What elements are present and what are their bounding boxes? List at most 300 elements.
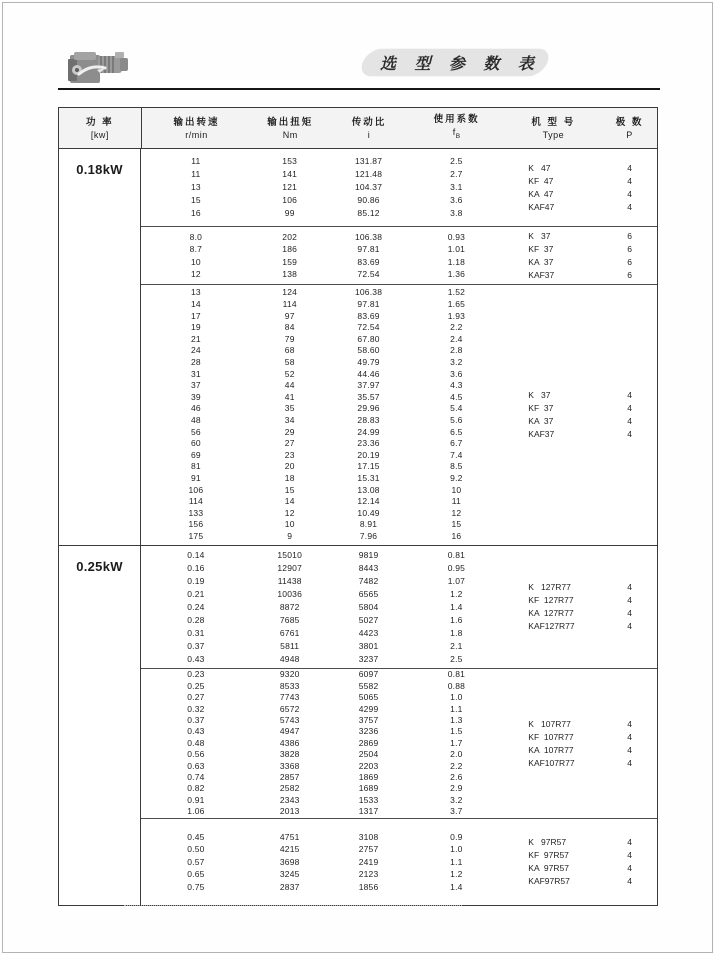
speed-column (141, 819, 251, 905)
fb-value: 16 (451, 530, 462, 541)
power-section (59, 149, 657, 545)
speed-value: 24 (190, 345, 201, 356)
speed-value: 11 (191, 156, 201, 166)
poles-value: 4 (627, 608, 632, 618)
speed-value: 0.74 (187, 772, 205, 783)
poles-value: 4 (627, 718, 632, 729)
model-type: KF 37 (528, 243, 554, 254)
power-label: 0.25kW (59, 546, 141, 905)
ratio-value: 4423 (358, 627, 379, 638)
fb-column (408, 285, 504, 545)
ratio-value: 9819 (358, 549, 379, 560)
ratio-group (141, 226, 657, 284)
ratio-value: 1869 (358, 772, 379, 783)
fb-value: 3.8 (450, 208, 463, 218)
speed-value: 11 (191, 169, 201, 179)
torque-column (251, 227, 329, 284)
speed-value: 12 (190, 269, 201, 279)
fb-value: 2.5 (450, 653, 463, 664)
ratio-value: 20.19 (357, 449, 380, 460)
speed-value: 0.31 (187, 627, 205, 638)
fb-value: 3.6 (450, 368, 463, 379)
fb-value: 5.4 (450, 403, 463, 414)
torque-value: 29 (284, 426, 295, 437)
speed-value: 175 (188, 530, 204, 541)
selection-table (58, 107, 658, 906)
poles-column (602, 285, 657, 545)
ratio-value: 2419 (358, 856, 379, 867)
header-service-factor (409, 108, 505, 148)
fb-value: 0.9 (450, 831, 463, 842)
torque-column (251, 149, 329, 226)
fb-value: 2.2 (450, 322, 463, 333)
fb-value: 10 (451, 484, 462, 495)
page-title: 选 型 参 数 表 (380, 56, 541, 73)
poles-value: 6 (627, 269, 632, 280)
ratio-value: 29.96 (357, 403, 380, 414)
fb-value: 1.93 (447, 310, 466, 321)
fb-value: 6.7 (450, 438, 463, 449)
fb-value: 1.36 (447, 269, 466, 279)
speed-value: 0.37 (187, 714, 205, 725)
ratio-group (141, 149, 657, 226)
model-type: K 97R57 (528, 837, 567, 847)
torque-value: 4386 (279, 737, 300, 748)
fb-column (408, 546, 504, 668)
torque-value: 2582 (279, 783, 300, 794)
ratio-value: 83.69 (357, 310, 380, 321)
fb-value: 2.2 (450, 760, 463, 771)
fb-column (408, 819, 504, 905)
speed-value: 0.19 (187, 575, 205, 586)
header-type-unit: Type (542, 129, 565, 140)
ratio-groups (141, 546, 657, 905)
ratio-column (329, 669, 409, 818)
torque-value: 44 (284, 380, 295, 391)
poles-value: 4 (627, 188, 632, 199)
fb-value: 0.95 (447, 562, 466, 573)
torque-value: 2013 (279, 806, 300, 817)
fb-value: 1.8 (450, 627, 463, 638)
torque-value: 3698 (279, 856, 300, 867)
model-type: KA 47 (528, 188, 554, 199)
fb-value: 2.8 (450, 345, 463, 356)
ratio-value: 3757 (358, 714, 379, 725)
torque-value: 5811 (280, 640, 300, 651)
poles-value: 6 (627, 256, 632, 267)
model-type: KF 97R57 (528, 850, 569, 860)
torque-value: 8533 (279, 680, 300, 691)
speed-value: 0.82 (187, 783, 205, 794)
torque-value: 18 (284, 472, 295, 483)
ratio-value: 17.15 (357, 461, 380, 472)
speed-value: 10 (190, 256, 201, 267)
fb-value: 1.2 (450, 869, 463, 880)
ratio-value: 131.87 (354, 156, 383, 166)
speed-value: 0.14 (187, 549, 205, 560)
poles-value: 4 (627, 595, 632, 605)
torque-value: 6572 (279, 703, 300, 714)
torque-value: 52 (284, 368, 295, 379)
speed-value: 91 (190, 472, 201, 483)
poles-value: 4 (627, 731, 632, 742)
torque-value: 68 (284, 345, 295, 356)
ratio-value: 28.83 (357, 415, 380, 425)
ratio-value: 121.48 (354, 169, 383, 179)
torque-value: 114 (282, 299, 297, 310)
ratio-value: 1689 (358, 783, 379, 794)
torque-column (251, 669, 329, 818)
fb-value: 4.3 (450, 380, 463, 391)
torque-value: 153 (282, 156, 298, 166)
torque-value: 10 (284, 519, 295, 530)
ratio-column (329, 149, 409, 226)
header-torque-zh: 输出扭矩 (267, 116, 314, 128)
ratio-value: 35.57 (357, 391, 380, 402)
speed-value: 0.45 (187, 831, 205, 842)
poles-value: 4 (627, 403, 632, 413)
ratio-value: 3108 (358, 831, 379, 842)
torque-value: 9 (287, 530, 293, 541)
ratio-value: 90.86 (357, 195, 380, 205)
model-type: K 47 (528, 162, 551, 173)
torque-value: 106 (282, 195, 298, 205)
header-poles-zh: 极 数 (615, 116, 644, 128)
speed-value: 14 (190, 299, 201, 310)
ratio-value: 97.81 (357, 244, 380, 254)
speed-value: 28 (190, 357, 201, 368)
speed-value: 0.48 (187, 737, 205, 748)
header-type-zh: 机 型 号 (531, 116, 576, 128)
ratio-value: 15.31 (357, 472, 380, 483)
speed-value: 0.63 (187, 760, 205, 771)
ratio-value: 10.49 (357, 507, 380, 518)
torque-value: 5743 (279, 714, 300, 725)
speed-value: 0.32 (187, 703, 205, 714)
ratio-column (329, 227, 409, 284)
header-fb-zh: 使用系数 (433, 114, 480, 126)
ratio-value: 97.81 (357, 299, 380, 310)
header-ratio-unit: i (367, 129, 371, 140)
ratio-value: 6565 (358, 588, 379, 599)
ratio-value: 67.80 (357, 333, 380, 344)
poles-value: 4 (627, 390, 632, 400)
torque-value: 138 (282, 269, 298, 279)
fb-value: 8.5 (450, 461, 463, 472)
poles-value: 4 (627, 876, 632, 886)
model-type: K 37 (528, 230, 551, 241)
ratio-value: 5065 (358, 692, 379, 703)
torque-value: 2343 (279, 794, 300, 805)
fb-value: 0.93 (447, 231, 466, 242)
model-type: KAF107R77 (528, 757, 575, 768)
torque-value: 12 (284, 507, 295, 518)
model-type: KA 127R77 (528, 608, 574, 618)
torque-value: 27 (284, 438, 295, 449)
ratio-value: 1317 (358, 806, 379, 817)
speed-value: 0.65 (187, 869, 205, 880)
torque-value: 11438 (277, 575, 302, 586)
speed-value: 17 (190, 310, 201, 321)
speed-value: 48 (190, 415, 201, 425)
torque-value: 3245 (279, 869, 300, 880)
fb-value: 15 (451, 519, 462, 530)
ratio-column (329, 819, 409, 905)
fb-value: 0.88 (447, 680, 466, 691)
poles-column (602, 819, 657, 905)
header-poles (602, 108, 657, 148)
speed-column (141, 546, 251, 668)
ratio-value: 72.54 (357, 322, 380, 333)
torque-value: 35 (284, 403, 295, 414)
fb-value: 11 (451, 496, 461, 507)
fb-value: 3.1 (450, 182, 463, 192)
speed-value: 0.24 (187, 601, 205, 612)
torque-column (251, 819, 329, 905)
torque-value: 4948 (279, 653, 300, 664)
speed-column (141, 149, 251, 226)
fb-value: 1.52 (447, 287, 466, 298)
torque-value: 8872 (279, 601, 300, 612)
poles-value: 4 (627, 582, 632, 592)
torque-column (251, 546, 329, 668)
speed-column (141, 227, 251, 284)
ratio-value: 7482 (358, 575, 379, 586)
speed-value: 46 (190, 403, 201, 414)
fb-value: 6.5 (450, 426, 463, 437)
gearmotor-illustration (67, 46, 133, 88)
fb-value: 7.4 (450, 449, 463, 460)
poles-value: 4 (627, 863, 632, 873)
ratio-group (141, 818, 657, 905)
power-section (59, 545, 657, 905)
torque-value: 202 (282, 231, 298, 242)
speed-value: 31 (190, 368, 201, 379)
ratio-column (329, 285, 409, 545)
table-header-row (59, 108, 657, 149)
fb-value: 2.0 (450, 749, 463, 760)
scan-artifact-line (124, 905, 462, 906)
ratio-value: 13.08 (357, 484, 380, 495)
fb-column (408, 227, 504, 284)
header-rule (58, 88, 660, 90)
fb-value: 3.2 (450, 357, 463, 368)
speed-value: 1.06 (187, 806, 205, 817)
model-type: KA 107R77 (528, 744, 574, 755)
speed-value: 0.56 (187, 749, 205, 760)
model-type: KAF97R57 (528, 876, 570, 886)
gearmotor-photo (67, 46, 133, 88)
ratio-value: 72.54 (357, 269, 380, 279)
ratio-value: 85.12 (357, 208, 380, 218)
torque-value: 58 (284, 357, 295, 368)
header-fb-unit: $f_B$ (452, 127, 461, 140)
ratio-value: 3236 (358, 726, 379, 737)
poles-value: 6 (627, 230, 632, 241)
speed-value: 0.25 (187, 680, 205, 691)
torque-value: 9320 (279, 669, 300, 680)
speed-value: 0.43 (187, 726, 205, 737)
speed-value: 13 (190, 287, 201, 298)
fb-value: 2.9 (450, 783, 463, 794)
ratio-value: 44.46 (357, 368, 380, 379)
torque-value: 124 (282, 287, 298, 298)
header-ratio-zh: 传动比 (351, 116, 387, 128)
poles-value: 6 (627, 243, 632, 254)
torque-value: 141 (282, 169, 298, 179)
ratio-value: 104.37 (354, 182, 383, 192)
poles-column (602, 669, 657, 818)
fb-value: 2.1 (450, 640, 463, 651)
fb-value: 12 (451, 507, 462, 518)
torque-value: 34 (284, 415, 295, 425)
model-type: KF 37 (528, 403, 554, 413)
ratio-value: 12.14 (357, 496, 380, 507)
speed-value: 37 (190, 380, 201, 391)
model-type: KA 97R57 (528, 863, 569, 873)
fb-value: 1.18 (447, 256, 466, 267)
header-speed-unit: r/min (185, 129, 208, 140)
power-label: 0.18kW (59, 149, 141, 545)
header-torque (251, 108, 329, 148)
type-column (504, 285, 602, 545)
torque-value: 79 (284, 333, 295, 344)
torque-value: 2857 (279, 772, 300, 783)
speed-value: 0.23 (187, 669, 205, 680)
torque-value: 3368 (279, 760, 300, 771)
ratio-value: 5582 (358, 680, 379, 691)
poles-column (602, 546, 657, 668)
ratio-value: 24.99 (357, 426, 380, 437)
torque-column (251, 285, 329, 545)
fb-value: 9.2 (450, 472, 463, 483)
speed-value: 0.91 (187, 794, 205, 805)
fb-value: 0.81 (447, 549, 466, 560)
speed-value: 60 (190, 438, 201, 449)
ratio-value: 2203 (358, 760, 379, 771)
model-type: KAF127R77 (528, 621, 575, 631)
model-type: KAF37 (528, 269, 555, 280)
header-poles-unit: P (626, 129, 633, 140)
fb-value: 3.6 (450, 195, 463, 205)
torque-value: 3828 (279, 749, 300, 760)
poles-value: 4 (627, 744, 632, 755)
header-power-unit: [kw] (90, 129, 109, 140)
speed-value: 156 (188, 519, 204, 530)
poles-value: 4 (627, 416, 632, 426)
torque-value: 121 (282, 182, 298, 192)
ratio-value: 4299 (358, 703, 379, 714)
fb-value: 1.0 (450, 844, 463, 855)
speed-value: 21 (190, 333, 201, 344)
speed-value: 8.7 (189, 244, 203, 254)
speed-value: 8.0 (189, 231, 203, 242)
speed-value: 0.27 (187, 692, 205, 703)
torque-value: 6761 (279, 627, 300, 638)
torque-value: 15010 (277, 549, 303, 560)
ratio-value: 83.69 (357, 256, 380, 267)
model-type: KF 47 (528, 175, 554, 186)
poles-value: 4 (627, 162, 632, 173)
ratio-value: 6097 (358, 669, 379, 680)
torque-value: 4215 (279, 844, 300, 855)
speed-value: 0.43 (187, 653, 205, 664)
ratio-value: 2757 (358, 844, 379, 855)
model-type: K 127R77 (528, 582, 571, 592)
torque-value: 10036 (277, 588, 303, 599)
torque-value: 84 (284, 322, 295, 333)
speed-value: 0.21 (187, 588, 205, 599)
ratio-value: 3237 (358, 653, 379, 664)
ratio-value: 37.97 (357, 380, 380, 391)
model-type: KF 127R77 (528, 595, 574, 605)
ratio-column (329, 546, 409, 668)
torque-value: 186 (282, 244, 298, 254)
model-type: KF 107R77 (528, 731, 574, 742)
fb-value: 2.5 (450, 156, 463, 166)
speed-value: 0.28 (187, 614, 205, 625)
poles-value: 4 (627, 837, 632, 847)
fb-value: 0.81 (447, 669, 466, 680)
ratio-value: 2504 (358, 749, 379, 760)
speed-value: 0.50 (187, 844, 205, 855)
ratio-group (141, 284, 657, 545)
poles-column (602, 227, 657, 284)
fb-value: 1.3 (450, 714, 463, 725)
speed-value: 15 (190, 195, 201, 205)
fb-column (408, 669, 504, 818)
torque-value: 4947 (279, 726, 300, 737)
ratio-value: 1533 (358, 794, 379, 805)
ratio-value: 106.38 (354, 231, 383, 242)
ratio-value: 5027 (358, 614, 379, 625)
fb-value: 1.5 (450, 726, 463, 737)
ratio-value: 23.36 (357, 438, 380, 449)
model-type: KAF47 (528, 201, 555, 212)
type-column (504, 819, 602, 905)
torque-value: 159 (282, 256, 298, 267)
fb-value: 1.4 (450, 601, 463, 612)
type-column (504, 546, 602, 668)
ratio-value: 8.91 (359, 519, 378, 530)
model-type: K 107R77 (528, 718, 571, 729)
type-column (504, 149, 602, 226)
fb-value: 1.1 (450, 856, 463, 867)
speed-value: 39 (190, 391, 201, 402)
fb-value: 5.6 (450, 415, 463, 425)
poles-value: 4 (627, 175, 632, 186)
fb-value: 1.1 (450, 703, 463, 714)
ratio-value: 7.96 (359, 530, 378, 541)
fb-value: 3.2 (450, 794, 463, 805)
speed-value: 0.57 (187, 856, 205, 867)
poles-value: 4 (627, 621, 632, 631)
header-ratio (329, 108, 409, 148)
torque-value: 7743 (279, 692, 300, 703)
table-body (59, 149, 657, 905)
torque-value: 14 (284, 496, 295, 507)
ratio-value: 1856 (358, 881, 379, 892)
fb-value: 1.01 (447, 244, 466, 254)
ratio-value: 106.38 (354, 287, 383, 298)
header-type (504, 108, 602, 148)
poles-value: 4 (627, 850, 632, 860)
torque-value: 23 (284, 449, 295, 460)
header-power-zh: 功 率 (86, 116, 114, 128)
torque-value: 2837 (279, 881, 300, 892)
fb-column (408, 149, 504, 226)
ratio-value: 8443 (358, 562, 379, 573)
